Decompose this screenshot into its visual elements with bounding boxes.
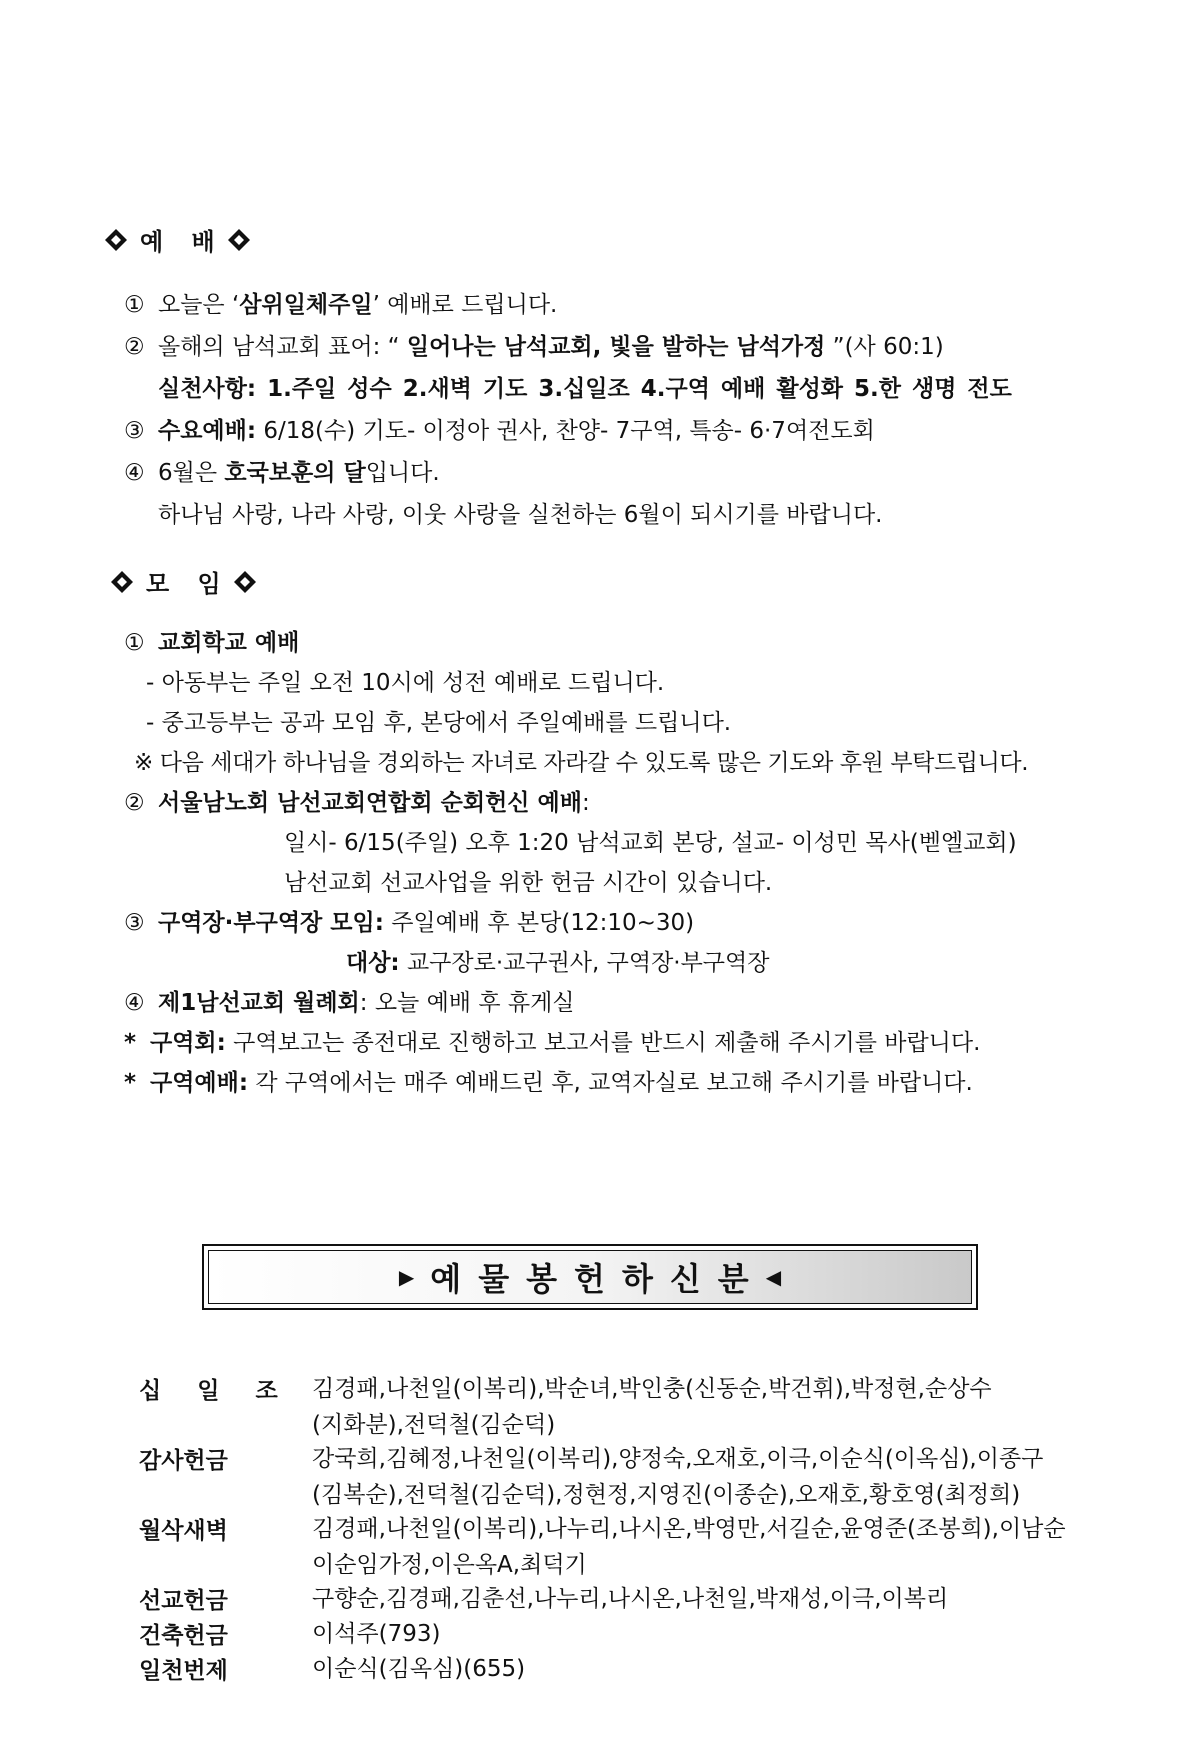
diamond-bullet-icon <box>233 570 257 594</box>
diamond-bullet-icon <box>227 228 251 252</box>
item-text: ”(사 60:1) <box>825 334 944 360</box>
meeting-item <box>146 668 664 698</box>
item-text: 입니다. <box>365 460 440 486</box>
diamond-bullet-icon <box>104 228 128 252</box>
item-emphasis: 구역장·부구역장 모임: <box>158 910 384 936</box>
item-number: ① <box>124 630 145 656</box>
worship-item <box>158 500 882 530</box>
item-number: ④ <box>124 990 145 1016</box>
meeting-item <box>124 1028 980 1058</box>
item-number: ① <box>124 292 145 318</box>
item-emphasis: 삼위일체주일 <box>239 292 373 318</box>
item-emphasis: 대상: <box>346 950 400 976</box>
meeting-item <box>124 628 299 658</box>
offering-names: (김복순),전덕철(김순덕),정현정,지영진(이종순),오재호,황호영(최정희) <box>312 1482 1021 1508</box>
item-number: ② <box>124 790 145 816</box>
item-text: - 아동부는 주일 오전 10시에 성전 예배로 드립니다. <box>146 670 665 696</box>
triangle-right-icon: ▶ <box>398 1265 415 1289</box>
triangle-left-icon: ◀ <box>765 1265 782 1289</box>
item-text: 교구장로·교구권사, 구역장·부구역장 <box>399 950 770 976</box>
meeting-item <box>346 948 769 978</box>
worship-section-heading <box>104 222 251 257</box>
item-emphasis: 구역예배: <box>150 1070 249 1096</box>
offering-label: 월삭새벽 <box>139 1518 228 1544</box>
worship-title: 예 배 <box>140 228 225 256</box>
item-emphasis: 구역회: <box>150 1030 226 1056</box>
worship-item <box>124 416 875 446</box>
offering-names: (지화분),전덕철(김순덕) <box>312 1412 556 1438</box>
offering-names: 이순식(김옥심)(655) <box>312 1656 526 1682</box>
worship-item <box>124 458 440 488</box>
item-number: ③ <box>124 418 145 444</box>
offering-names: 김경패,나천일(이복리),나누리,나시온,박영만,서길순,윤영준(조봉희),이남순 <box>312 1516 1066 1542</box>
item-text: 각 구역에서는 매주 예배드린 후, 교역자실로 보고해 주시기를 바랍니다. <box>248 1070 973 1096</box>
worship-item <box>124 290 557 320</box>
item-text: : 오늘 예배 후 휴게실 <box>359 990 575 1016</box>
offering-label: 건축헌금 <box>139 1623 228 1649</box>
offering-names: 구향순,김경패,김춘선,나누리,나시온,나천일,박재성,이극,이복리 <box>312 1586 949 1612</box>
item-text: 6/18(수) 기도- 이정아 권사, 찬양- 7구역, 특송- 6·7여전도회 <box>256 418 875 444</box>
offering-names: 강국희,김혜정,나천일(이복리),양정숙,오재호,이극,이순식(이옥심),이종구 <box>312 1446 1044 1472</box>
offering-title: 예물봉헌하신분 <box>430 1260 766 1298</box>
item-text: - 중고등부는 공과 모임 후, 본당에서 주일예배를 드립니다. <box>146 710 732 736</box>
offering-label: 감사헌금 <box>139 1448 228 1474</box>
meeting-item <box>134 748 1028 778</box>
item-text: 일시- 6/15(주일) 오후 1:20 남석교회 본당, 설교- 이성민 목사(벧엘교회) <box>284 830 1017 856</box>
offering-names: 이순임가정,이은옥A,최덕기 <box>312 1552 587 1578</box>
item-text: 구역보고는 종전대로 진행하고 보고서를 반드시 제출해 주시기를 바랍니다. <box>225 1030 981 1056</box>
meeting-item <box>124 788 590 818</box>
item-text: 6월은 <box>158 460 225 486</box>
item-text: 남선교회 선교사업을 위한 헌금 시간이 있습니다. <box>284 870 773 896</box>
meeting-item <box>284 868 772 898</box>
item-emphasis: 일어나는 남석교회, 빛을 발하는 남석가정 <box>406 334 826 360</box>
worship-item <box>124 332 944 362</box>
item-emphasis: 제1남선교회 월례회 <box>158 990 360 1016</box>
offering-title-inner <box>208 1250 972 1304</box>
item-emphasis: 서울남노회 남선교회연합회 순회헌신 예배 <box>158 790 582 816</box>
asterisk-bullet: * <box>124 1030 137 1056</box>
meeting-item <box>124 988 575 1018</box>
item-emphasis: 호국보훈의 달 <box>224 460 366 486</box>
meeting-item <box>124 908 694 938</box>
meeting-item <box>124 1068 973 1098</box>
offering-label: 선교헌금 <box>139 1588 228 1614</box>
meeting-item <box>284 828 1017 858</box>
item-number: ④ <box>124 460 145 486</box>
item-text: 주일예배 후 본당(12:10~30) <box>383 910 695 936</box>
offering-names: 김경패,나천일(이복리),박순녀,박인충(신동순,박건휘),박정현,순상수 <box>312 1376 992 1402</box>
offering-label: 십 일 조 <box>139 1378 292 1404</box>
item-text: : 1.주일 성수 2.새벽 기도 3.십일조 4.구역 예배 활성화 5.한 생명 전도 <box>246 376 1012 402</box>
meeting-section-heading <box>110 564 257 599</box>
asterisk-bullet: * <box>124 1070 137 1096</box>
offering-names: 이석주(793) <box>312 1621 441 1647</box>
item-emphasis: 실천사항 <box>158 376 247 402</box>
worship-item <box>158 374 1012 404</box>
item-text: 오늘은 ‘ <box>158 292 240 318</box>
offering-label: 일천번제 <box>139 1658 228 1684</box>
meeting-item <box>146 708 731 738</box>
item-text: ※ 다음 세대가 하나님을 경외하는 자녀로 자라갈 수 있도록 많은 기도와 후원 부탁드립니다. <box>134 750 1029 776</box>
offering-title-box <box>202 1244 978 1310</box>
item-text: 올해의 남석교회 표어: “ <box>158 334 407 360</box>
item-number: ③ <box>124 910 145 936</box>
item-text: : <box>581 790 590 816</box>
meeting-title: 모 임 <box>146 570 231 598</box>
item-number: ② <box>124 334 145 360</box>
diamond-bullet-icon <box>110 570 134 594</box>
item-emphasis: 교회학교 예배 <box>158 630 300 656</box>
item-text: 하나님 사랑, 나라 사랑, 이웃 사랑을 실천하는 6월이 되시기를 바랍니다. <box>158 502 883 528</box>
item-emphasis: 수요예배: <box>158 418 257 444</box>
item-text: ’ 예배로 드립니다. <box>372 292 558 318</box>
